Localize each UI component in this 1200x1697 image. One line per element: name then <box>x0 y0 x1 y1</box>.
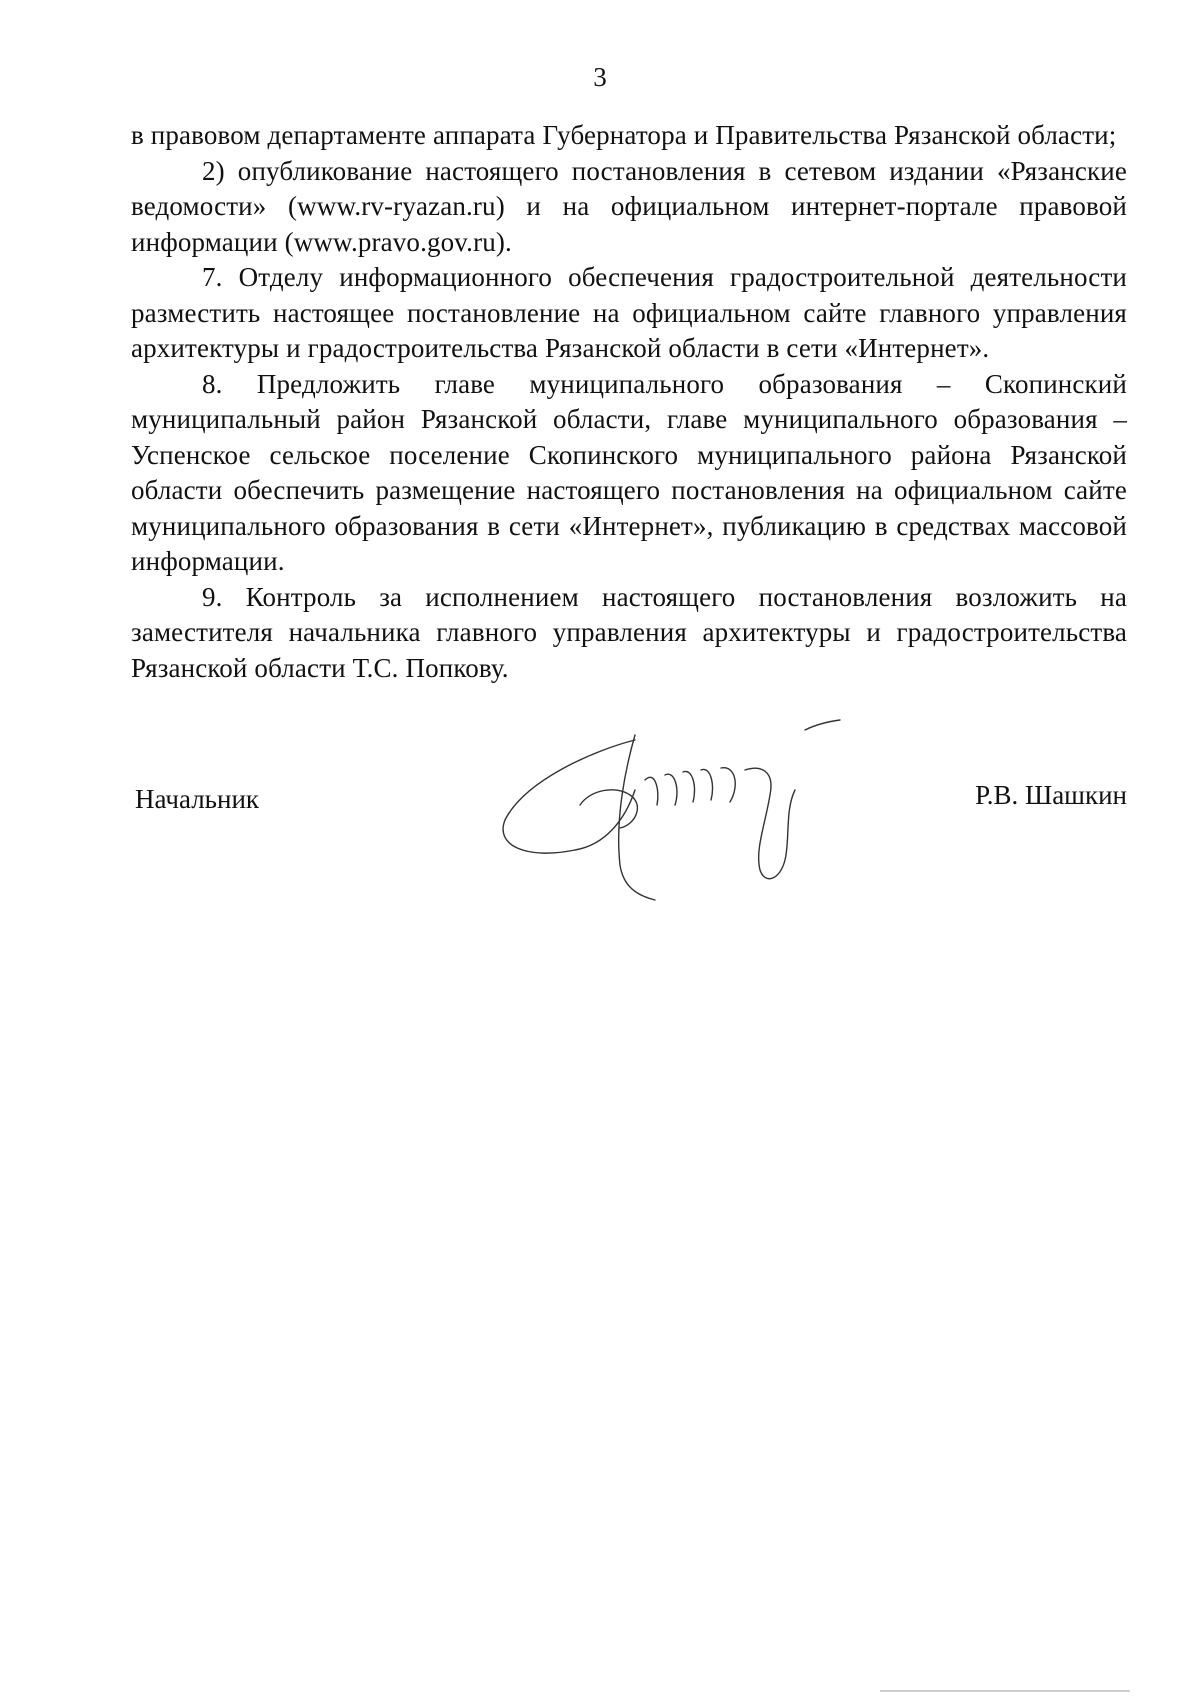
paragraph-continuation: в правовом департаменте аппарата Губернатора и Правительства Рязанской области; <box>131 120 1117 150</box>
signatory-title: Начальник <box>135 784 260 814</box>
signature-block <box>131 780 1127 824</box>
paragraph-item-8: 8. Предложить главе муниципального образования – Скопинский муниципальный район Рязанской области, главе муниципального образования – Успенское сельское поселение Скопинского муниципального района Рязанской области обеспечить размещение настоящего постановления на официальном сайте муниципального образования в сети «Интернет», публикацию в средствах массовой информации. <box>131 368 1127 576</box>
paragraph-item-2: 2) опубликование настоящего постановления в сетевом издании «Рязанские ведомости» (www.rv-ryazan.ru) и на официальном интернет-портале правовой информации (www.pravo.gov.ru). <box>131 155 1127 257</box>
page-number: 3 <box>593 62 607 92</box>
document-body <box>131 118 1127 686</box>
paragraph-item-7: 7. Отделу информационного обеспечения градостроительной деятельности разместить настоящее постановление на официальном сайте главного управления архитектуры и градостроительства Рязанской области в сети «Интернет». <box>131 262 1127 363</box>
paragraph-item-9: 9. Контроль за исполнением настоящего постановления возложить на заместителя начальника главного управления архитектуры и градостроительства Рязанской области Т.С. Попкову. <box>131 581 1127 683</box>
scan-edge-line <box>880 1690 1130 1692</box>
signatory-name: Р.В. Шашкин <box>975 780 1127 810</box>
